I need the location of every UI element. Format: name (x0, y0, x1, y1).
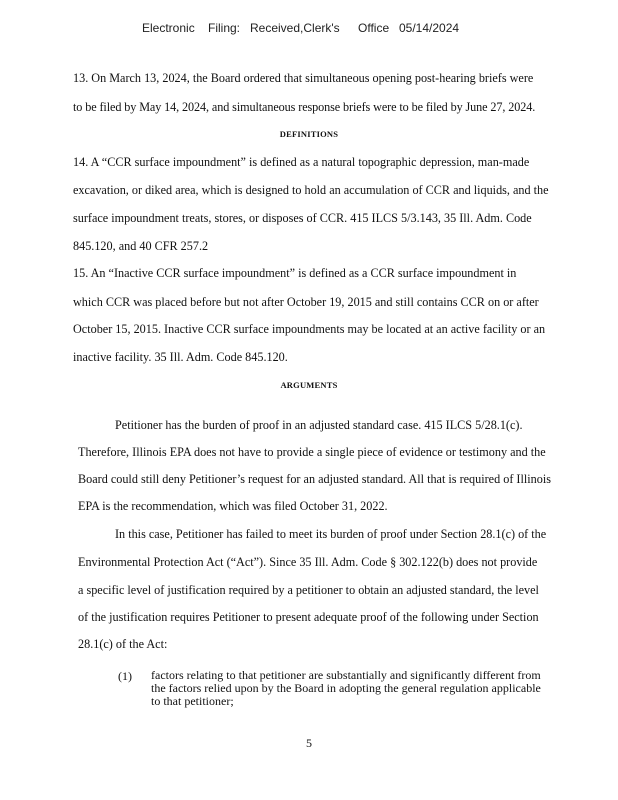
header-electronic: Electronic (142, 21, 195, 35)
paragraph-14-line-1: 14. A “CCR surface impoundment” is defined as a natural topographic depression, man-made (73, 155, 530, 169)
definitions-heading: DEFINITIONS (279, 129, 339, 139)
list-item-1-line-1: factors relating to that petitioner are substantially and significantly different from (151, 668, 541, 682)
paragraph-13-line-1: 13. On March 13, 2024, the Board ordered that simultaneous opening post-hearing briefs were (73, 71, 534, 85)
paragraph-13-line-2: to be filed by May 14, 2024, and simultaneous response briefs were to be filed by June 27, 2024. (73, 100, 536, 114)
header-office: Office (358, 21, 390, 35)
list-item-1-line-2: the factors relied upon by the Board in adopting the general regulation applicable (151, 681, 541, 695)
paragraph-15-line-4: inactive facility. 35 Ill. Adm. Code 845.120. (73, 350, 288, 364)
paragraph-14-line-3: surface impoundment treats, stores, or disposes of CCR. 415 ILCS 5/3.143, 35 Ill. Adm. Code (73, 211, 532, 225)
header-received: Received,Clerk's (250, 21, 340, 35)
list-item-1-line-3: to that petitioner; (151, 694, 234, 708)
argument-2-line-5: 28.1(c) of the Act: (78, 637, 168, 651)
argument-1-line-3: Board could still deny Petitioner’s request for an adjusted standard. All that is required of Illinois (78, 472, 551, 486)
header-date: 05/14/2024 (399, 21, 460, 35)
paragraph-15-line-1: 15. An “Inactive CCR surface impoundment” is defined as a CCR surface impoundment in (73, 266, 517, 280)
argument-2-line-1: In this case, Petitioner has failed to meet its burden of proof under Section 28.1(c) of the (115, 527, 547, 541)
paragraph-15-line-3: October 15, 2015. Inactive CCR surface impoundments may be located at an active facility or an (73, 322, 546, 336)
paragraph-14-line-2: excavation, or diked area, which is designed to hold an accumulation of CCR and liquids, and the (73, 183, 549, 197)
paragraph-15-line-2: which CCR was placed before but not after October 19, 2015 and still contains CCR on or after (73, 295, 539, 309)
list-item-1-number: (1) (118, 669, 132, 683)
argument-2-line-4: of the justification requires Petitioner to present adequate proof of the following under Section (78, 610, 539, 624)
argument-1-line-2: Therefore, Illinois EPA does not have to provide a single piece of evidence or testimony and the (78, 445, 546, 459)
argument-2-line-3: a specific level of justification required by a petitioner to obtain an adjusted standard, the level (78, 583, 539, 597)
page-number: 5 (306, 736, 312, 750)
arguments-heading: ARGUMENTS (280, 380, 338, 390)
argument-1-line-1: Petitioner has the burden of proof in an adjusted standard case. 415 ILCS 5/28.1(c). (115, 418, 523, 432)
header-filing: Filing: (208, 21, 241, 35)
argument-2-line-2: Environmental Protection Act (“Act”). Since 35 Ill. Adm. Code § 302.122(b) does not provide (78, 555, 538, 569)
argument-1-line-4: EPA is the recommendation, which was filed October 31, 2022. (78, 499, 388, 513)
paragraph-14-line-4: 845.120, and 40 CFR 257.2 (73, 239, 209, 253)
